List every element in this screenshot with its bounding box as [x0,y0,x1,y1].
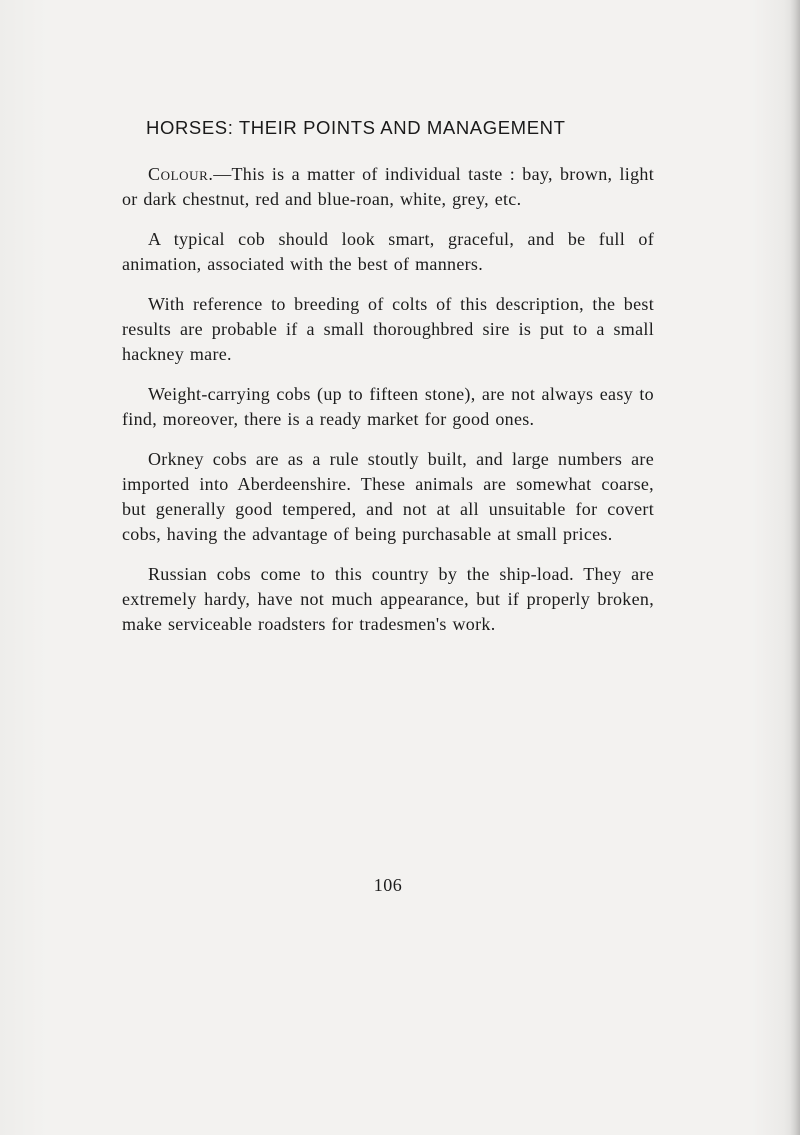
paragraph-orkney-cobs: Orkney cobs are as a rule stoutly built, and large numbers are imported into Aberdeenshire. These animals are somewhat coarse, but generally good tempered, and not at all unsuitable for covert cobs, having the advantage of being purchasable at small prices. [122,449,654,544]
paragraph-lead: Colour [148,164,209,184]
paragraph-typical-cob: A typical cob should look smart, graceful, and be full of animation, associated with the best of manners. [122,229,654,274]
paragraph-weight-carrying: Weight-carrying cobs (up to fifteen stone), are not always easy to find, moreover, there is a ready market for good ones. [122,384,654,429]
paragraph-russian-cobs: Russian cobs come to this country by the ship-load. They are extremely hardy, have not much appearance, but if properly broken, make serviceable roadsters for tradesmen's work. [122,564,654,634]
paragraph-colour [122,162,654,212]
paragraph-breeding: With reference to breeding of colts of this description, the best results are probable if a small thoroughbred sire is put to a small hackney mare. [122,294,654,364]
page-edge-shadow [790,0,800,1135]
running-head: HORSES: THEIR POINTS AND MANAGEMENT [146,117,566,138]
body-text [122,162,654,652]
page-number: 106 [373,875,403,895]
paragraph-text: .—This is a matter of individual taste : bay, brown, light or dark chestnut, red and blue-roan, white, grey, etc. [122,164,654,209]
